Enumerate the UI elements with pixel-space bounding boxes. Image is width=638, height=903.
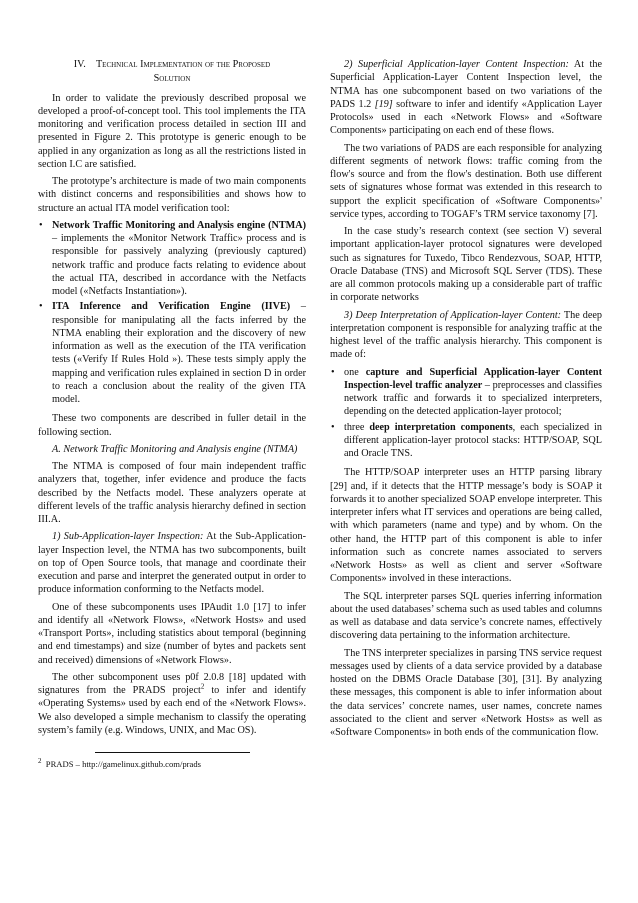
paragraph bbox=[38, 671, 306, 737]
subsubsection-heading: 3) Deep Interpretation of Application-layer Content: bbox=[344, 309, 562, 321]
subsubsection-heading: 1) Sub-Application-layer Inspection: bbox=[52, 531, 204, 543]
list-item-text: one bbox=[344, 366, 366, 378]
list-item-term: Network Traffic Monitoring and Analysis engine (NTMA) bbox=[52, 219, 306, 231]
list-item-text: – responsible for manipulating all the facts inferred by the NTMA enabling their exploration and the discovery of new information as well as the execution of the ITA verification tests («Verify If Rules Hold »). These tests simply apply the mapping and verification rules explained in section D in order to reach a conclusion about the reality of the given ITA model. bbox=[52, 301, 306, 406]
paragraph-text: The deep interpretation component is responsible for analyzing traffic at the highest level of the traffic analysis hierarchy. This component is made of: bbox=[330, 309, 602, 361]
bullet-icon: • bbox=[331, 366, 335, 378]
list-item-term: deep interpretation components bbox=[369, 421, 513, 433]
footnote bbox=[38, 759, 201, 769]
bullet-icon: • bbox=[331, 421, 335, 433]
right-column bbox=[330, 58, 602, 743]
list-item-text: – preprocesses and classifies network traffic and forwards it to specialized interpreters, depending on the detected application-layer protocol; bbox=[344, 379, 602, 418]
section-number: IV. bbox=[73, 59, 86, 70]
component-list bbox=[38, 219, 306, 407]
paragraph: The two variations of PADS are each responsible for analyzing different segments of network flows: traffic coming from the flow's source and from the flow's destination. Both use different sets of signatures whose format was extended in this research to support the explicit specification of «Software Components»' service types, according to TOGAF’s TRM service taxonomy [7]. bbox=[330, 142, 602, 220]
paragraph: In order to validate the previously described proposal we developed a proof-of-concept tool. This tool implements the ITA monitoring and verification process detailed in section III and presented in Figure 2. This prototype is generic enough to be applied in any organization as long as all the restrictions listed in section I.C are satisfied. bbox=[38, 92, 306, 170]
section-title-line2: Solution bbox=[153, 72, 191, 84]
paragraph-text: software to infer and identify «Application Layer Protocols» used in each «Network Flows» and «Software Components» participating on each end of these flows. bbox=[330, 98, 602, 137]
footnote-ref: 2 bbox=[200, 682, 205, 691]
paragraph: In the case study’s research context (see section V) several important application-layer protocol signatures were developed such as signatures for Tuxedo, Tibco Rendezvous, SOAP, HTTP, Oracle Database (TNS) and Microsoft SQL Server (TDS). These are all common protocols making up a considerable part of traffic in corporate networks bbox=[330, 226, 602, 304]
paragraph-text: to infer and identify «Operating Systems» used by each end of the «Network Flows». We also developed a simple mechanism to classify the operating system’s family (e.g. Windows, UNIX, and Mac OS). bbox=[38, 685, 306, 736]
paragraph-text: At the Sub-Application-layer Inspection level, the NTMA has two subcomponents, built on top of Open Source tools, that manage and coordinate their execution and parse and interpret the generated output in order to produce information conforming to the Netfacts model. bbox=[38, 531, 306, 596]
paragraph: These two components are described in fuller detail in the following section. bbox=[38, 413, 306, 438]
citation: [19] bbox=[374, 98, 393, 110]
footnote-text: PRADS – http://gamelinux.github.com/prads bbox=[45, 759, 201, 769]
left-column bbox=[38, 58, 306, 741]
section-title-line1: Technical Implementation of the Proposed bbox=[95, 59, 271, 70]
list-item bbox=[330, 366, 602, 419]
list-item-term: capture and Superficial Application-layer Content Inspection-level traffic analyzer bbox=[344, 366, 602, 391]
list-item-text: , each specialized in different application-layer protocol stacks: HTTP/SOAP, SQL and Oracle TNS. bbox=[344, 421, 602, 459]
paragraph-text: The other subcomponent uses p0f 2.0.8 [18] updated with signatures from the PRADS project bbox=[38, 671, 306, 697]
list-item bbox=[38, 300, 306, 406]
list-item bbox=[38, 219, 306, 299]
paragraph: The prototype’s architecture is made of two main components with distinct concerns and responsibilities and shows how to structure an actual ITA model verification tool: bbox=[38, 176, 306, 214]
section-heading bbox=[38, 58, 306, 86]
subsection-heading: A. Network Traffic Monitoring and Analysis engine (NTMA) bbox=[52, 443, 298, 455]
footnote-mark: 2 bbox=[38, 757, 42, 766]
bullet-icon: • bbox=[39, 301, 43, 313]
paragraph: The SQL interpreter parses SQL queries inferring information about the used databases’ schema such as used tables and columns as well as database and data service’s concrete names, effectively discovering data pertaining to the information architecture. bbox=[330, 590, 602, 642]
list-item-text: three bbox=[344, 421, 370, 433]
paragraph: The NTMA is composed of four main independent traffic analyzers that, together, infer evidence and produce the facts described by the Netfacts model. These analyzers operate at different levels of the traffic analysis hierarchy defined in section III.A. bbox=[38, 461, 306, 526]
paragraph bbox=[38, 530, 306, 596]
paragraph: One of these subcomponents uses IPAudit 1.0 [17] to infer and identify all «Network Flows», «Network Hosts» and used «Transport Ports», including statistics about temporal (beginning and end timestamps) and size (number of bytes and packets sent and received) dimensions of «Network Flows». bbox=[38, 601, 306, 666]
list-item-text: – implements the «Monitor Network Traffic» process and is responsible for passively analyzing (previously captured) network traffic and produce facts relating to evidence about the actual ITA, described in accordance with the Netfacts model («Netfacts Instantiation»). bbox=[52, 233, 306, 298]
list-item-term: ITA Inference and Verification Engine (IIVE) bbox=[52, 301, 291, 313]
paragraph: The HTTP/SOAP interpreter uses an HTTP parsing library [29] and, if it detects that the HTTP message’s body is SOAP it forwards it to another specialized SOAP envelope interpreter. This interpreter infers what IT services and operations are being called, with which parameters (name and type) and by whom. On the other hand, the HTTP part of this component is able to infer information such as concrete names associated to servers «Network Hosts» as well as client and server «Software Components» involved in these interactions. bbox=[330, 467, 602, 585]
paragraph-text: At the Superficial Application-Layer Content Inspection level, the NTMA has one subcomponent based on two variations of the PADS 1.2 bbox=[330, 59, 602, 110]
footnote-divider bbox=[95, 752, 250, 753]
subsubsection-heading: 2) Superficial Application-layer Content Inspection: bbox=[344, 59, 569, 70]
paragraph bbox=[330, 309, 602, 362]
component-list bbox=[330, 366, 602, 461]
bullet-icon: • bbox=[39, 219, 43, 231]
list-item bbox=[330, 421, 602, 461]
paragraph: The TNS interpreter specializes in parsing TNS service request messages used by clients of a data service provided by a database hosted on the DBMS Oracle Database [30], [31]. By analyzing these messages, this component is able to infer information about the data services’ concrete names, user names, concrete names associated to the client and server «Network Hosts» as well as «Software Components» in both ends of the communication flow. bbox=[330, 647, 602, 738]
paragraph bbox=[330, 58, 602, 138]
